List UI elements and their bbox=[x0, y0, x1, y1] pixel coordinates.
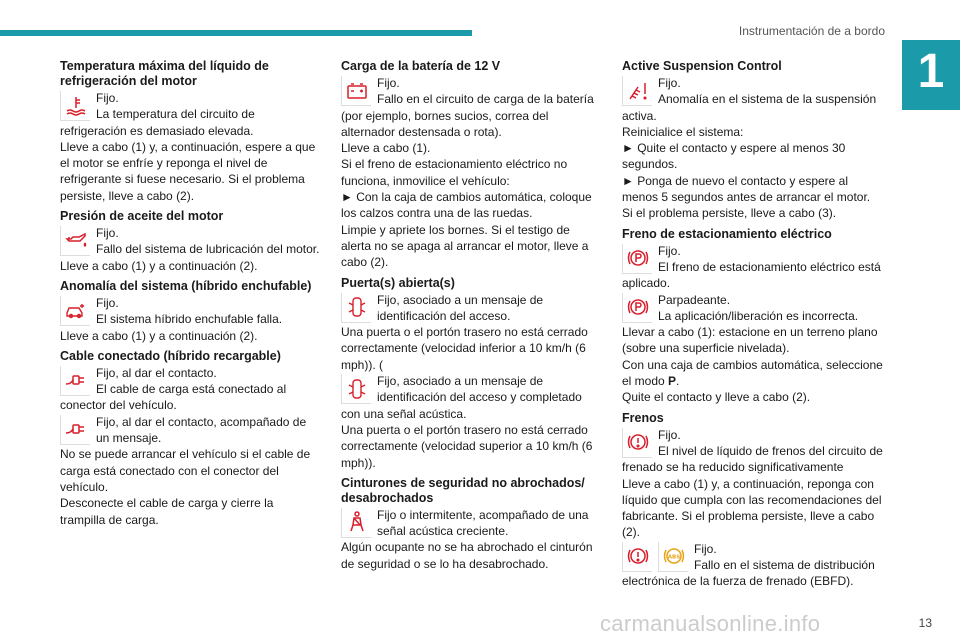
instruction-text: Lleve a cabo (1) y, a continuación, reponga con líquido que cumpla con las recomendaciones del fabricante. Si el problema persiste, lleve a cabo (2). bbox=[622, 476, 882, 540]
door-open-icon bbox=[341, 374, 371, 404]
instruction-text: Algún ocupante no se ha abrochado el cinturón de seguridad o se lo ha desabrochado. bbox=[341, 540, 593, 571]
instruction-text-part: Con una caja de cambios automática, seleccione el modo bbox=[622, 357, 883, 389]
charging-plug-icon bbox=[60, 366, 90, 396]
section-active-suspension bbox=[622, 59, 887, 222]
instruction-text: ► Ponga de nuevo el contacto y espere al menos 5 segundos antes de arrancar el motor. bbox=[622, 173, 871, 205]
parking-brake-icon bbox=[622, 244, 652, 274]
park-mode-label: P bbox=[668, 374, 677, 389]
instruction-text: Reinicialice el sistema: bbox=[622, 124, 744, 139]
coolant-temperature-icon bbox=[60, 91, 90, 121]
indicator-description: Anomalía en el sistema de la suspensión activa. bbox=[622, 92, 877, 123]
door-open-icon bbox=[341, 293, 371, 323]
svg-text:ABS: ABS bbox=[667, 554, 680, 561]
section-title: Active Suspension Control bbox=[622, 59, 782, 73]
column-1 bbox=[60, 59, 322, 533]
brake-warning-icon bbox=[622, 428, 652, 458]
watermark: carmanualsonline.info bbox=[600, 611, 821, 636]
indicator-description: Fallo en el sistema de distribución electrónica de la fuerza de frenado (EBFD). bbox=[622, 558, 875, 589]
instruction-text-part: . bbox=[676, 374, 680, 389]
indicator-state: Fijo o intermitente, acompañado de una señal acústica creciente. bbox=[377, 507, 589, 539]
header-accent-bar bbox=[0, 30, 472, 36]
abs-icon bbox=[658, 542, 688, 572]
indicator-description: La aplicación/liberación es incorrecta. bbox=[658, 308, 859, 323]
instruction-text: Lleve a cabo (1) y a continuación (2). bbox=[60, 258, 258, 273]
indicator-description: El sistema híbrido enchufable falla. bbox=[96, 312, 283, 327]
indicator-state: Fijo. bbox=[658, 427, 681, 442]
hybrid-car-fault-icon bbox=[60, 296, 90, 326]
indicator-description: El nivel de líquido de frenos del circuito de frenado se ha reducido significativamente bbox=[622, 443, 883, 475]
indicator-description: La temperatura del circuito de refrigeración es demasiado elevada. bbox=[60, 107, 255, 138]
section-battery-charge bbox=[341, 59, 603, 271]
indicator-state: Fijo. bbox=[658, 243, 681, 258]
instruction-text: Si el problema persiste, lleve a cabo (3). bbox=[622, 206, 837, 221]
section-title: Puerta(s) abierta(s) bbox=[341, 275, 455, 290]
battery-icon bbox=[341, 76, 371, 106]
instruction-text bbox=[622, 357, 887, 390]
page-header-title: Instrumentación de a bordo bbox=[738, 24, 885, 38]
section-door-open bbox=[341, 276, 603, 471]
section-title: Anomalía del sistema (híbrido enchufable) bbox=[60, 278, 312, 293]
instruction-text: Lleve a cabo (1) y, a continuación, espere a que el motor se enfríe y reponga el nivel de refrigerante si fuese necesario. Si el problema persiste, lleve a cabo (2). bbox=[60, 139, 316, 203]
indicator-state: Fijo, al dar el contacto. bbox=[96, 365, 217, 380]
indicator-state: Fijo. bbox=[96, 295, 119, 310]
indicator-state: Fijo, al dar el contacto, acompañado de un mensaje. bbox=[96, 414, 307, 446]
seatbelt-icon bbox=[341, 508, 371, 538]
section-coolant-temperature bbox=[60, 59, 322, 204]
instruction-text: ► Quite el contacto y espere al menos 30 segundos. bbox=[622, 141, 846, 172]
indicator-state: Fijo, asociado a un mensaje de identificación del acceso. bbox=[377, 292, 544, 323]
indicator-state: Fijo. bbox=[658, 76, 681, 90]
indicator-description: Fallo en el circuito de carga de la batería (por ejemplo, bornes sucios, correa del alternador destensada o rota). bbox=[341, 92, 594, 139]
instruction-text: Llevar a cabo (1): estacione en un terreno plano (sobre una superficie nivelada). bbox=[622, 325, 878, 356]
suspension-warning-icon bbox=[622, 76, 652, 106]
instruction-text: Lleve a cabo (1) y a continuación (2). bbox=[60, 328, 258, 343]
section-title: Temperatura máxima del líquido de refrigeración del motor bbox=[60, 59, 269, 88]
section-title: Cable conectado (híbrido recargable) bbox=[60, 348, 281, 363]
indicator-state: Fijo, asociado a un mensaje de identificación del acceso y completado con una señal acústica. bbox=[341, 374, 582, 421]
indicator-state: Parpadeante. bbox=[658, 292, 731, 307]
section-parking-brake bbox=[622, 227, 887, 406]
instruction-text: Una puerta o el portón trasero no está cerrado correctamente (velocidad superior a 10 km/h (6 mph)). bbox=[341, 422, 593, 470]
indicator-description: Fallo del sistema de lubricación del motor. bbox=[96, 242, 320, 257]
indicator-description: El freno de estacionamiento eléctrico está aplicado. bbox=[622, 259, 881, 291]
page-number: 13 bbox=[918, 616, 932, 630]
section-title: Frenos bbox=[622, 410, 664, 425]
section-oil-pressure bbox=[60, 209, 322, 274]
column-3 bbox=[622, 59, 887, 595]
indicator-state: Fijo. bbox=[377, 76, 400, 90]
section-title: Carga de la batería de 12 V bbox=[341, 59, 501, 73]
oil-pressure-icon bbox=[60, 226, 90, 256]
section-charging-cable bbox=[60, 349, 322, 528]
section-title: Presión de aceite del motor bbox=[60, 209, 224, 224]
section-title: Freno de estacionamiento eléctrico bbox=[622, 226, 832, 241]
section-hybrid-system-fault bbox=[60, 279, 322, 344]
parking-brake-icon bbox=[622, 293, 652, 323]
indicator-state: Fijo. bbox=[96, 91, 119, 105]
instruction-text: ► Con la caja de cambios automática, coloque los calzos contra una de las ruedas. bbox=[341, 190, 592, 221]
section-seatbelts bbox=[341, 476, 603, 572]
chapter-tab: 1 bbox=[902, 40, 960, 110]
instruction-text: Si el freno de estacionamiento eléctrico no funciona, inmovilice el vehículo: bbox=[341, 157, 568, 188]
instruction-text: Desconecte el cable de carga y cierre la trampilla de carga. bbox=[60, 496, 274, 527]
instruction-text: Una puerta o el portón trasero no está cerrado correctamente (velocidad inferior a 10 km/h (6 mph)). ( bbox=[341, 325, 588, 372]
instruction-text: Lleve a cabo (1). bbox=[341, 141, 431, 156]
brake-warning-icon bbox=[622, 542, 652, 572]
instruction-text: Quite el contacto y lleve a cabo (2). bbox=[622, 390, 811, 405]
indicator-description: El cable de carga está conectado al conector del vehículo. bbox=[60, 382, 287, 413]
indicator-state: Fijo. bbox=[96, 226, 119, 241]
section-title: Cinturones de seguridad no abrochados/ desabrochados bbox=[341, 475, 585, 505]
charging-plug-icon bbox=[60, 415, 90, 445]
column-2 bbox=[341, 59, 603, 577]
instruction-text: No se puede arrancar el vehículo si el cable de carga está conectado con el conector del vehículo. bbox=[60, 447, 311, 494]
section-brakes bbox=[622, 411, 887, 590]
indicator-state: Fijo. bbox=[694, 541, 717, 556]
instruction-text: Limpie y apriete los bornes. Si el testigo de alerta no se apaga al arrancar el motor, lleve a cabo (2). bbox=[341, 222, 589, 270]
